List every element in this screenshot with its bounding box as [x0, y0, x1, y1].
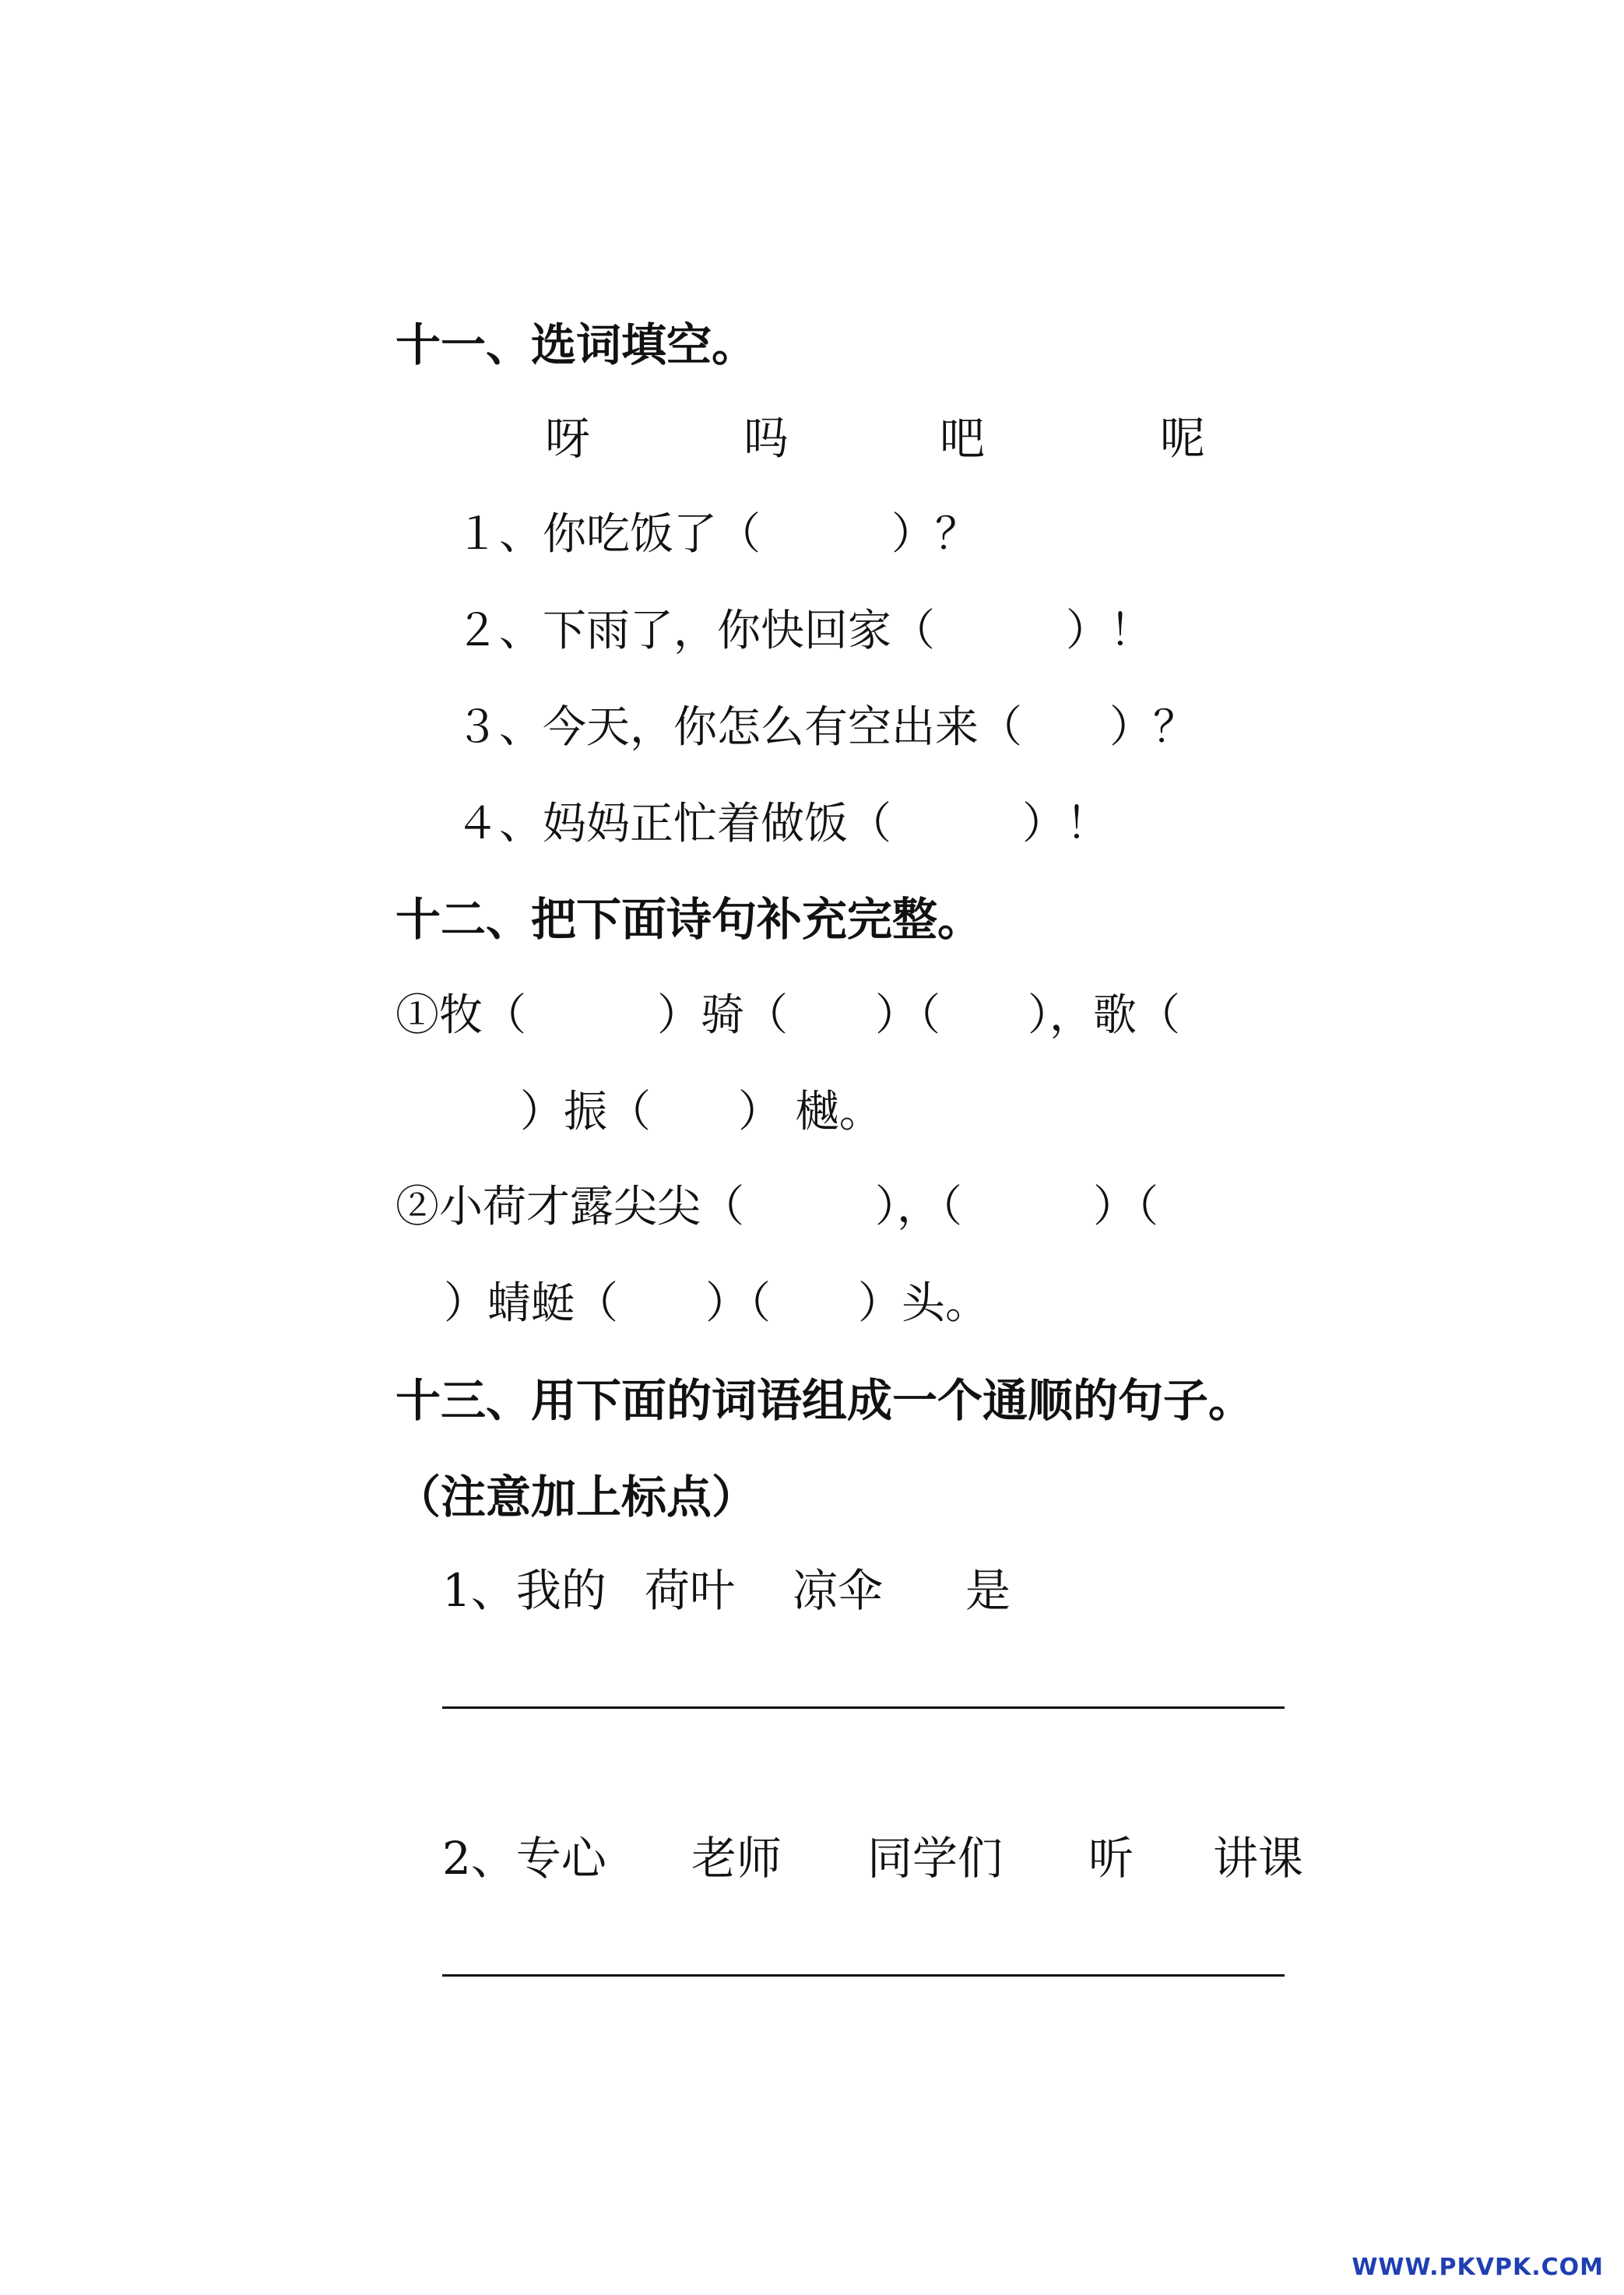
answer-line-1[interactable]: [442, 1706, 1285, 1709]
fill-item-4: ４、妈妈正忙着做饭（ ）！: [455, 799, 1109, 849]
section-13-note: （注意加上标点）: [395, 1471, 758, 1524]
word-option-4: 呢: [1160, 412, 1206, 465]
word-option-3: 吧: [940, 412, 986, 465]
q1-word-1: 荷叶: [645, 1564, 736, 1617]
poem-2-line-2: ）蜻蜓（ ）（ ）头。: [444, 1278, 989, 1329]
answer-line-2[interactable]: [442, 1974, 1285, 1977]
word-option-2: 吗: [743, 412, 789, 465]
q2-word-4: 讲课: [1213, 1832, 1304, 1885]
q1-word-3: 是: [965, 1564, 1011, 1617]
section-11-title: 十一、选词填空。: [395, 318, 758, 371]
poem-1-line-1: ①牧（ ）骑（ ）（ ），歌（: [395, 990, 1180, 1041]
fill-item-2: ２、下雨了，你快回家（ ）！: [455, 606, 1153, 656]
q2-word-2: 同学们: [867, 1832, 1004, 1885]
poem-1-line-2: ）振（ ） 樾。: [476, 1087, 883, 1137]
fill-item-3: ３、今天，你怎么有空出来（ ）？: [455, 702, 1197, 753]
q2-label: 2、专心: [442, 1832, 606, 1885]
q2-word-3: 听: [1088, 1832, 1134, 1885]
word-option-1: 呀: [545, 412, 591, 465]
q2-word-1: 老师: [691, 1832, 782, 1885]
q1-label: 1、我的: [442, 1564, 606, 1617]
section-13-title: 十三、用下面的词语组成一个通顺的句子。: [395, 1374, 1254, 1427]
q1-word-2: 凉伞: [793, 1564, 884, 1617]
section-12-title: 十二、把下面诗句补充完整。: [395, 893, 983, 946]
fill-item-1: １、你吃饭了（ ）？: [455, 509, 979, 560]
site-watermark: WWW.PKVPK.COM: [1352, 2254, 1604, 2281]
poem-2-line-1: ②小荷才露尖尖（ ），（ ）（: [395, 1182, 1158, 1232]
